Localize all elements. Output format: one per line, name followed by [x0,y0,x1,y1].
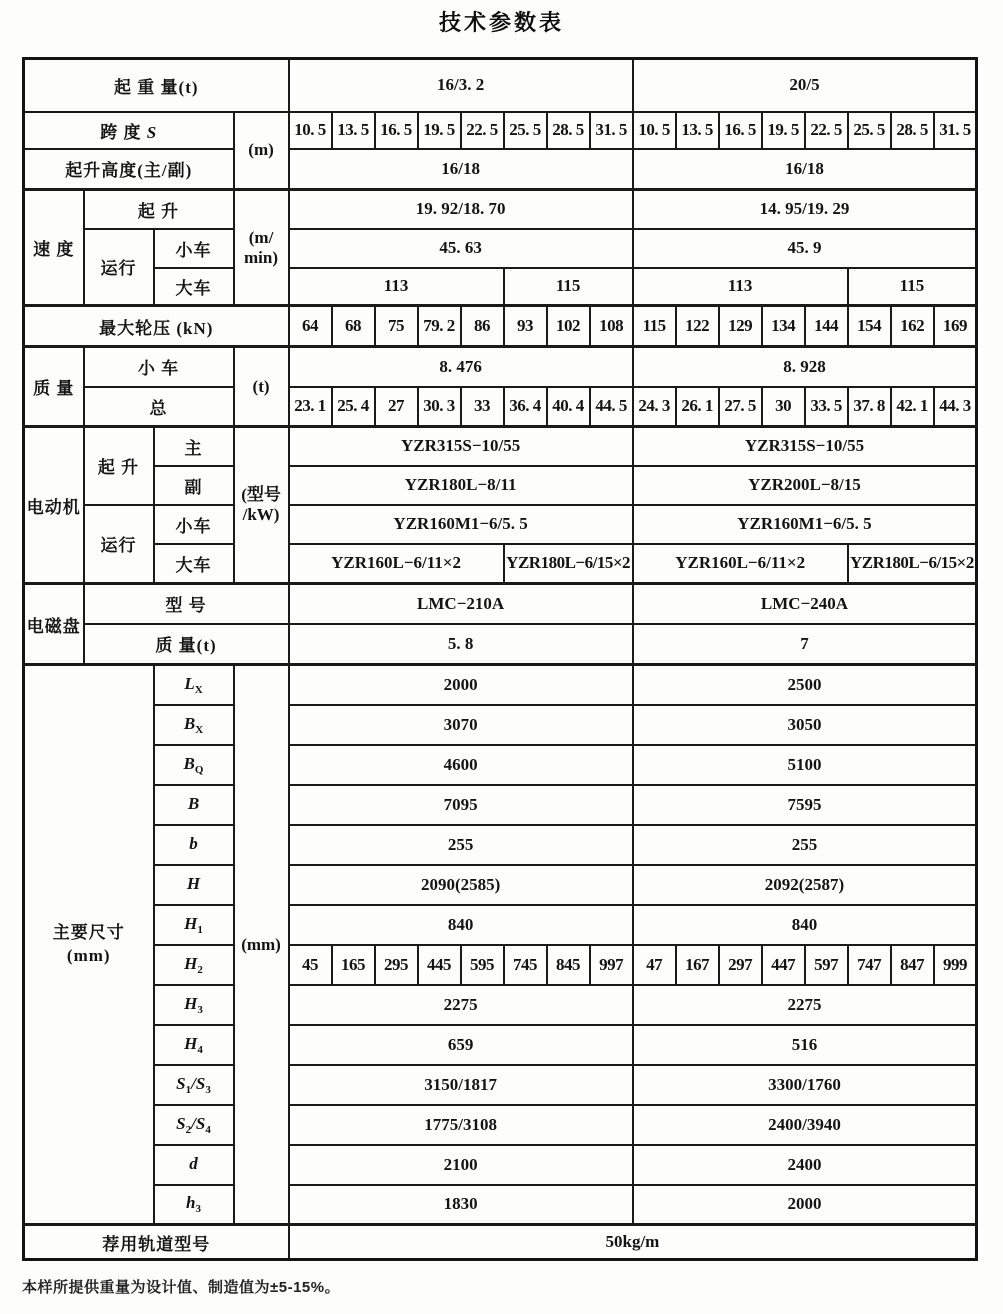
h2-value-cell: 297 [719,945,762,985]
wheel-load-cell: 134 [762,306,805,347]
mass-total-cell: 27. 5 [719,387,762,427]
dim-g1: 7095 [289,785,633,825]
dim-sub: X [195,723,204,736]
h2-value-cell: 845 [547,945,590,985]
dim-g1: 3150/1817 [289,1065,633,1105]
wheel-load-cell: 75 [375,306,418,347]
mass-total-cell: 30. 3 [418,387,461,427]
dim-sub-2: 4 [205,1123,211,1136]
mass-trolley-g1: 8. 476 [289,347,633,387]
dim-symbol: b [189,833,198,853]
span-value-cell: 13. 5 [676,112,719,149]
mass-total-cell: 44. 3 [934,387,977,427]
dim-g2: 2000 [633,1185,977,1225]
span-label [24,112,234,149]
mass-total-cell: 40. 4 [547,387,590,427]
h2-value-cell: 997 [590,945,633,985]
magnet-mass-g2: 7 [633,624,977,665]
wheel-load-cell: 102 [547,306,590,347]
dims-unit: (mm) [234,665,289,1225]
span-value-cell: 10. 5 [289,112,332,149]
dim-symbol: B [183,713,196,733]
magnet-group-label: 电磁盘 [24,584,84,665]
h2-value-cell: 847 [891,945,934,985]
dim-label [154,945,234,985]
rail-value: 50kg/m [289,1225,977,1260]
dim-symbol: S [176,1073,186,1093]
h2-value-cell: 167 [676,945,719,985]
dim-g1: 3070 [289,705,633,745]
dim-symbol-2: /S [191,1073,206,1093]
wheel-load-cell: 122 [676,306,719,347]
dim-sub: 1 [197,923,203,936]
dim-sub: X [194,683,203,696]
span-label-text: 跨 度 [100,122,147,142]
dim-g2: 5100 [633,745,977,785]
speed-trolley-label: 小车 [154,229,234,268]
dim-g1: 2100 [289,1145,633,1185]
motor-unit [234,427,289,584]
h2-value-cell: 47 [633,945,676,985]
dim-symbol: h [186,1193,196,1213]
span-value-cell: 25. 5 [848,112,891,149]
dim-label [154,785,234,825]
h2-value-cell: 295 [375,945,418,985]
h2-value-cell: 595 [461,945,504,985]
dim-label [154,865,234,905]
wheel-load-cell: 79. 2 [418,306,461,347]
mass-total-cell: 30 [762,387,805,427]
span-value-cell: 10. 5 [633,112,676,149]
mass-total-cell: 37. 8 [848,387,891,427]
dim-symbol: H [186,873,201,893]
motor-crane-g2b: YZR180L−6/15×2 [848,544,977,584]
mass-total-cell: 42. 1 [891,387,934,427]
lift-height-g1: 16/18 [289,149,633,190]
dim-g2: 3050 [633,705,977,745]
dim-g2: 255 [633,825,977,865]
wheel-load-cell: 108 [590,306,633,347]
wheel-load-cell: 64 [289,306,332,347]
motor-main-g2: YZR315S−10/55 [633,427,977,466]
dims-group-label [24,665,154,1225]
rail-label: 荐用轨道型号 [24,1225,289,1260]
motor-unit-line1: (型号 [241,485,281,505]
motor-trolley-label: 小车 [154,505,234,544]
dim-g1: 659 [289,1025,633,1065]
mass-total-cell: 24. 3 [633,387,676,427]
dim-label [154,745,234,785]
mass-total-cell: 23. 1 [289,387,332,427]
speed-crane-g1a: 113 [289,268,504,306]
dim-sub: 3 [197,1003,203,1016]
mass-total-cell: 27 [375,387,418,427]
span-value-cell: 31. 5 [590,112,633,149]
motor-unit-line2: /kW) [242,505,280,524]
motor-crane-label: 大车 [154,544,234,584]
speed-trolley-g2: 45. 9 [633,229,977,268]
span-value-cell: 22. 5 [461,112,504,149]
mass-total-label: 总 [84,387,234,427]
dim-label [154,905,234,945]
mass-total-cell: 26. 1 [676,387,719,427]
dims-group-label-line2: (mm) [66,945,111,965]
span-value-cell: 16. 5 [719,112,762,149]
dim-g2: 7595 [633,785,977,825]
dim-g2: 2400/3940 [633,1105,977,1145]
footnote: 本样所提供重量为设计值、制造值为±5-15%。 [22,1279,341,1296]
mass-total-cell: 25. 4 [332,387,375,427]
dim-g2: 2092(2587) [633,865,977,905]
capacity-g2: 20/5 [633,59,977,112]
span-value-cell: 28. 5 [547,112,590,149]
dim-sub: 2 [197,963,203,976]
page-title: 技术参数表 [438,10,564,35]
dims-group-label-line1: 主要尺寸 [52,923,125,943]
h2-value-cell: 745 [504,945,547,985]
motor-crane-g2a: YZR160L−6/11×2 [633,544,848,584]
span-unit: (m) [234,112,289,190]
speed-unit-line2: min) [244,247,279,267]
lift-height-label: 起升高度(主/副) [24,149,234,190]
speed-crane-label: 大车 [154,268,234,306]
dim-label [154,985,234,1025]
span-value-cell: 22. 5 [805,112,848,149]
mass-total-cell: 33. 5 [805,387,848,427]
dim-g1: 840 [289,905,633,945]
dim-g2: 2400 [633,1145,977,1185]
dim-sub: Q [194,763,204,776]
dim-label [154,1065,234,1105]
magnet-mass-g1: 5. 8 [289,624,633,665]
wheel-load-cell: 162 [891,306,934,347]
speed-crane-g2a: 113 [633,268,848,306]
dim-g1: 255 [289,825,633,865]
motor-travel-label: 运行 [84,505,154,584]
speed-unit-line1: (m/ [248,227,274,247]
dim-symbol: H [184,993,198,1013]
speed-group-label: 速 度 [24,190,84,306]
motor-group-label: 电动机 [24,427,84,584]
motor-aux-g2: YZR200L−8/15 [633,466,977,505]
h2-value-cell: 165 [332,945,375,985]
motor-main-label: 主 [154,427,234,466]
dim-symbol: B [187,793,200,813]
dim-label [154,1025,234,1065]
motor-hoist-label: 起 升 [84,427,154,505]
dim-g1: 2000 [289,665,633,705]
motor-crane-g1b: YZR180L−6/15×2 [504,544,633,584]
mass-trolley-label: 小 车 [84,347,234,387]
dim-label [154,1145,234,1185]
span-symbol: S [146,122,158,142]
speed-hoist-g1: 19. 92/18. 70 [289,190,633,229]
dim-sub-2: 3 [205,1083,211,1096]
dim-g1: 2275 [289,985,633,1025]
wheel-load-cell: 68 [332,306,375,347]
wheel-load-cell: 169 [934,306,977,347]
magnet-model-g1: LMC−210A [289,584,633,624]
speed-trolley-g1: 45. 63 [289,229,633,268]
dim-label [154,665,234,705]
h2-value-cell: 597 [805,945,848,985]
mass-group-label: 质 量 [24,347,84,427]
dim-symbol: L [184,673,195,693]
dim-label [154,705,234,745]
magnet-model-g2: LMC−240A [633,584,977,624]
dim-sub: 4 [197,1043,203,1056]
wheel-load-label: 最大轮压 (kN) [24,306,289,347]
speed-travel-label: 运行 [84,229,154,306]
mass-unit: (t) [234,347,289,427]
wheel-load-cell: 93 [504,306,547,347]
wheel-load-cell: 129 [719,306,762,347]
dim-symbol: H [184,913,198,933]
mass-total-cell: 44. 5 [590,387,633,427]
technical-parameter-table [22,57,978,1261]
h2-value-cell: 999 [934,945,977,985]
wheel-load-cell: 144 [805,306,848,347]
dim-g2: 516 [633,1025,977,1065]
motor-crane-g1a: YZR160L−6/11×2 [289,544,504,584]
wheel-load-cell: 86 [461,306,504,347]
speed-crane-g2b: 115 [848,268,977,306]
dim-symbol: B [183,753,195,773]
dim-g1: 1775/3108 [289,1105,633,1145]
mass-trolley-g2: 8. 928 [633,347,977,387]
motor-main-g1: YZR315S−10/55 [289,427,633,466]
wheel-load-cell: 115 [633,306,676,347]
motor-aux-g1: YZR180L−8/11 [289,466,633,505]
capacity-g1: 16/3. 2 [289,59,633,112]
span-value-cell: 19. 5 [418,112,461,149]
dim-g1: 1830 [289,1185,633,1225]
wheel-load-cell: 154 [848,306,891,347]
dim-g2: 840 [633,905,977,945]
capacity-label: 起 重 量(t) [24,59,289,112]
dim-label [154,825,234,865]
dim-symbol-2: /S [191,1113,206,1133]
lift-height-g2: 16/18 [633,149,977,190]
dim-symbol: H [184,953,198,973]
dim-label [154,1185,234,1225]
h2-value-cell: 747 [848,945,891,985]
dim-g2: 2275 [633,985,977,1025]
dim-g2: 3300/1760 [633,1065,977,1105]
dim-label [154,1105,234,1145]
mass-total-cell: 36. 4 [504,387,547,427]
span-value-cell: 16. 5 [375,112,418,149]
dim-sub: 3 [195,1203,201,1216]
dim-g2: 2500 [633,665,977,705]
span-value-cell: 28. 5 [891,112,934,149]
h2-value-cell: 445 [418,945,461,985]
span-value-cell: 31. 5 [934,112,977,149]
h2-value-cell: 447 [762,945,805,985]
mass-total-cell: 33 [461,387,504,427]
motor-trolley-g2: YZR160M1−6/5. 5 [633,505,977,544]
dim-symbol: d [189,1153,198,1173]
speed-hoist-label: 起 升 [84,190,234,229]
span-value-cell: 25. 5 [504,112,547,149]
dim-g1: 2090(2585) [289,865,633,905]
speed-crane-g1b: 115 [504,268,633,306]
motor-aux-label: 副 [154,466,234,505]
magnet-model-label: 型 号 [84,584,289,624]
dim-symbol: H [184,1033,198,1053]
magnet-mass-label: 质 量(t) [84,624,289,665]
dim-sub: 2 [185,1123,192,1136]
dim-symbol: S [176,1113,186,1133]
span-value-cell: 19. 5 [762,112,805,149]
motor-trolley-g1: YZR160M1−6/5. 5 [289,505,633,544]
h2-value-cell: 45 [289,945,332,985]
span-value-cell: 13. 5 [332,112,375,149]
dim-sub: 1 [185,1083,192,1096]
dim-g1: 4600 [289,745,633,785]
speed-unit [234,190,289,306]
speed-hoist-g2: 14. 95/19. 29 [633,190,977,229]
